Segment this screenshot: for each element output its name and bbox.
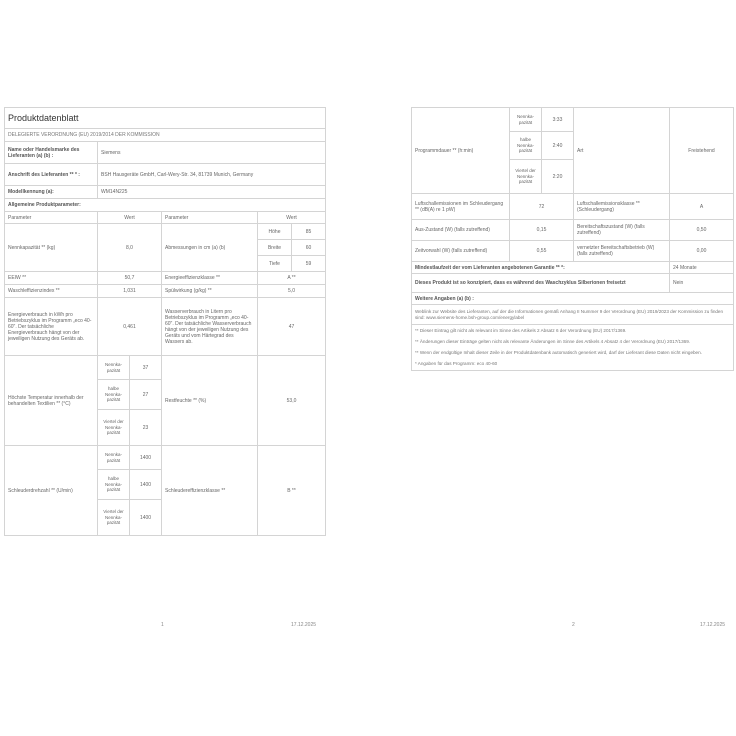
washing-efficiency-value: 1,031 bbox=[98, 285, 162, 298]
page-date-1: 17.12.2025 bbox=[291, 622, 317, 628]
footnote-1: ** Dieser Eintrag gilt nicht als relevant im Sinne des Artikels 2 Absatz 6 der Verordnung (EU) 2017/1369. bbox=[415, 328, 627, 333]
spin-speed-value-1: 1400 bbox=[130, 446, 162, 470]
spin-class-label: Schleudereffizienzklasse ** bbox=[162, 446, 258, 536]
max-temp-load-3: Viertel der Nennka-pazität bbox=[98, 410, 130, 446]
rated-capacity-label: Nennkapazität ** (kg) bbox=[5, 224, 98, 272]
off-mode-label: Aus-Zustand (W) (falls zutreffend) bbox=[412, 220, 510, 241]
width-value: 60 bbox=[292, 240, 326, 256]
height-label: Höhe bbox=[258, 224, 292, 240]
depth-label: Tiefe bbox=[258, 256, 292, 272]
program-duration-value-1: 3:33 bbox=[542, 108, 574, 132]
header-parameter-1: Parameter bbox=[5, 212, 98, 224]
spin-speed-value-3: 1400 bbox=[130, 500, 162, 536]
delay-start-value: 0,55 bbox=[510, 241, 574, 262]
silver-ions-value: Nein bbox=[670, 274, 734, 293]
program-duration-load-1: Nennka-pazität bbox=[510, 108, 542, 132]
supplier-name-value: Siemens bbox=[98, 142, 326, 164]
program-duration-value-2: 2:40 bbox=[542, 132, 574, 160]
model-label: Modellkennung (a): bbox=[5, 186, 98, 199]
product-datasheet-table-page2 bbox=[411, 107, 734, 371]
product-datasheet-table-page1 bbox=[4, 107, 326, 536]
footnote-3: ** Wenn der endgültige Inhalt dieser Zeile in der Produktdatenbank automatisch generiert wird, darf der Lieferant diese Daten nicht eingeben. bbox=[415, 350, 702, 355]
eew-value: 50,7 bbox=[98, 272, 162, 285]
rinsing-label: Spülwirkung (g/kg) ** bbox=[162, 285, 258, 298]
program-duration-load-2: halbe Nennka-pazität bbox=[510, 132, 542, 160]
noise-class-value: A bbox=[670, 194, 734, 220]
page-title: Produktdatenblatt bbox=[5, 108, 326, 129]
supplier-address-label: Anschrift des Lieferanten ** * : bbox=[5, 164, 98, 186]
height-value: 85 bbox=[292, 224, 326, 240]
header-value-2: Wert bbox=[258, 212, 326, 224]
spin-class-value: B ** bbox=[258, 446, 326, 536]
silver-ions-label: Dieses Produkt ist so konzipiert, dass es während des Waschzyklus Silberionen freisetzt bbox=[412, 274, 670, 293]
spin-speed-value-2: 1400 bbox=[130, 470, 162, 500]
page-number-2: 2 bbox=[572, 622, 575, 628]
datasheet-page-1 bbox=[4, 107, 325, 536]
delay-start-label: Zeitvorwahl (W) (falls zutreffend) bbox=[412, 241, 510, 262]
regulation-text: DELEGIERTE VERORDNUNG (EU) 2019/2014 DER KOMMISSION bbox=[5, 129, 326, 142]
spin-speed-load-3: Viertel der Nennka-pazität bbox=[98, 500, 130, 536]
max-temp-load-1: Nennka-pazität bbox=[98, 356, 130, 380]
warranty-label: Mindestlaufzeit der vom Lieferanten angebotenen Garantie ** *: bbox=[412, 262, 670, 274]
washing-efficiency-label: Waschleffizienzindex ** bbox=[5, 285, 98, 298]
water-consumption-value: 47 bbox=[258, 298, 326, 356]
noise-class-label: Luftschallemissionsklasse ** (Schleudergang) bbox=[574, 194, 670, 220]
standby-label: Bereitschaftszustand (W) (falls zutreffend) bbox=[574, 220, 670, 241]
max-temp-label: Höchste Temperatur innerhalb der behandelten Textilien ** (°C) bbox=[5, 356, 98, 446]
footnotes bbox=[412, 325, 734, 371]
supplier-name-label: Name oder Handelsmarke des Lieferanten (a) (b) : bbox=[5, 142, 98, 164]
general-params-label: Allgemeine Produktparameter: bbox=[5, 199, 326, 212]
max-temp-load-2: halbe Nennka-pazität bbox=[98, 380, 130, 410]
program-duration-value-3: 2:20 bbox=[542, 160, 574, 194]
energy-consumption-label: Energieverbrauch in kWh pro Betriebszyklus im Programm „eco 40-60". Der tatsächliche Energieverbrauch hängt von der jeweiligen Nutzung des Geräts ab. bbox=[5, 298, 98, 356]
program-duration-load-3: Viertel der Nennka-pazität bbox=[510, 160, 542, 194]
residual-moisture-value: 53,0 bbox=[258, 356, 326, 446]
type-label: Art bbox=[574, 108, 670, 194]
type-value: Freistehend bbox=[670, 108, 734, 194]
width-label: Breite bbox=[258, 240, 292, 256]
energy-class-label: Energieeffizienzklasse ** bbox=[162, 272, 258, 285]
networked-standby-value: 0,00 bbox=[670, 241, 734, 262]
off-mode-value: 0,15 bbox=[510, 220, 574, 241]
supplier-address-value: BSH Hausgeräte GmbH, Carl-Wery-Str. 34, 81739 Munich, Germany bbox=[98, 164, 326, 186]
max-temp-value-3: 23 bbox=[130, 410, 162, 446]
energy-consumption-value: 0,461 bbox=[98, 298, 162, 356]
max-temp-value-1: 37 bbox=[130, 356, 162, 380]
noise-label: Luftschallemissionen im Schleudergang ** (dB(A) re 1 pW) bbox=[412, 194, 510, 220]
spin-speed-load-2: halbe Nennka-pazität bbox=[98, 470, 130, 500]
rinsing-value: 5,0 bbox=[258, 285, 326, 298]
depth-value: 59 bbox=[292, 256, 326, 272]
warranty-value: 24 Monate bbox=[670, 262, 734, 274]
residual-moisture-label: Restfeuchte ** (%) bbox=[162, 356, 258, 446]
page-number-1: 1 bbox=[161, 622, 164, 628]
footnote-2: ** Änderungen dieser Einträge gelten nicht als relevante Änderungen im Sinne des Artikels 4 Absatz 4 der Verordnung (EU) 2017/1369. bbox=[415, 339, 691, 344]
rated-capacity-value: 8,0 bbox=[98, 224, 162, 272]
datasheet-page-2 bbox=[411, 107, 733, 371]
standby-value: 0,50 bbox=[670, 220, 734, 241]
header-parameter-2: Parameter bbox=[162, 212, 258, 224]
further-info-label: Weitere Angaben (a) (b) : bbox=[412, 293, 734, 305]
max-temp-value-2: 27 bbox=[130, 380, 162, 410]
energy-class-value: A ** bbox=[258, 272, 326, 285]
spin-speed-label: Schleuderdrehzahl ** (U/min) bbox=[5, 446, 98, 536]
networked-standby-label: vernetzter Bereitschaftsbetrieb (W) (falls zutreffend) bbox=[574, 241, 670, 262]
footnote-4: * Angaben für das Programm: eco 40-60 bbox=[415, 361, 498, 366]
dimensions-label: Abmessungen in cm (a) (b) bbox=[162, 224, 258, 272]
spin-speed-load-1: Nennka-pazität bbox=[98, 446, 130, 470]
eew-label: EEIW ** bbox=[5, 272, 98, 285]
water-consumption-label: Wasserverbrauch in Litern pro Betriebszyklus im Programm „eco 40-60". Der tatsächliche Wasserverbrauch hängt von der jeweiligen Nutzung des Geräts und vom Härtegrad des Wassers ab. bbox=[162, 298, 258, 356]
header-value-1: Wert bbox=[98, 212, 162, 224]
page-date-2: 17.12.2025 bbox=[700, 622, 726, 628]
supplier-weblink: Weblink zur Website des Lieferanten, auf der die Informationen gemäß Anhang II Nummer 9 der Verordnung (EU) 2019/2023 der Kommission zu finden sind: www.siemens-home.bsh-group.com/energylabel bbox=[412, 305, 734, 325]
program-duration-label: Programmdauer ** (h:min) bbox=[412, 108, 510, 194]
noise-value: 72 bbox=[510, 194, 574, 220]
model-value: WM14N225 bbox=[98, 186, 326, 199]
